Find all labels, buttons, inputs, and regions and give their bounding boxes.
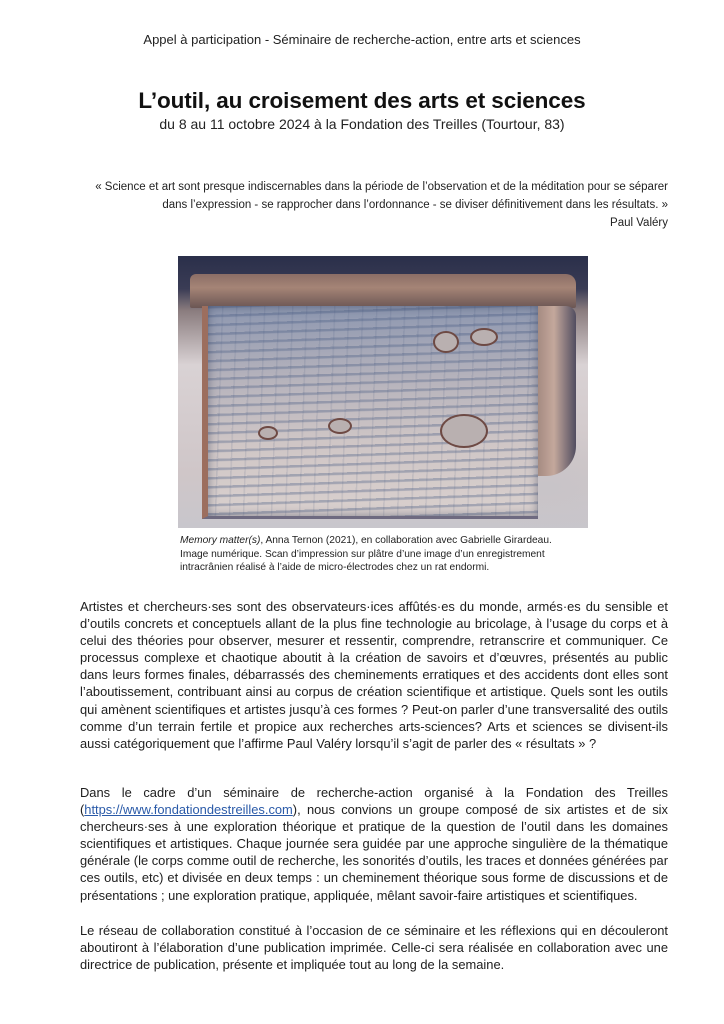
page-title: L’outil, au croisement des arts et sciences: [138, 88, 586, 113]
caption-line-3: intracrânien réalisé à l’aide de micro-électrodes chez un rat endormi.: [180, 562, 490, 573]
body-paragraph-3: Le réseau de collaboration constitué à l’occasion de ce séminaire et les réflexions qui en découleront aboutiront à l’élaboration d’une publication imprimée. Celle-ci sera réalisée en collaboration avec une directrice de publication, présente et impliquée tout au long de la semaine.: [80, 923, 668, 973]
texture-spot: [440, 414, 488, 448]
epigraph-quote: [28, 178, 668, 232]
texture-spot: [258, 426, 278, 440]
caption-line-2: Image numérique. Scan d’impression sur plâtre d’une image d’un enregistrement: [180, 548, 545, 560]
header-line: Appel à participation - Séminaire de recherche-action, entre arts et sciences: [143, 32, 581, 47]
artwork-image: [178, 256, 588, 528]
texture-spot: [470, 328, 498, 346]
paragraph-2-intro: Dans le cadre d’un séminaire de recherche-action organisé à la Fondation des Treilles (: [80, 785, 668, 818]
texture-spot: [328, 418, 352, 434]
artwork-title: Memory matter(s): [180, 535, 261, 546]
figure-caption: [180, 534, 600, 575]
quote-author: Paul Valéry: [610, 217, 668, 229]
quote-line-2: dans l’expression - se rapprocher dans l’ordonnance - se diviser définitivement dans les résultats. »: [162, 199, 668, 211]
plaster-block-top: [190, 274, 576, 308]
paragraph-2-rest: ), nous convions un groupe composé de six artistes et de six chercheurs·ses à une exploration théorique et pratique de la question de l’outil dans les domaines scientifiques et artistiques. Chaque journée sera guidée par une approche singulière de la thématique générale (le corps comme outil de recherche, les sonorités d’outils, les traces et données générées par ces outils, etc) et divisée en deux temps : un cheminement théorique sous forme de discussions et de présentations ; une exploration pratique, appliquée, mêlant savoir-faire artistiques et scientifiques.: [80, 802, 668, 903]
event-dates: du 8 au 11 octobre 2024 à la Fondation des Treilles (Tourtour, 83): [159, 116, 565, 132]
plaster-block-side: [532, 306, 576, 476]
quote-line-1: « Science et art sont presque indiscernables dans la période de l’observation et de la méditation pour se séparer: [95, 181, 668, 193]
body-paragraph-1: Artistes et chercheurs·ses sont des observateurs·ices affûtés·es du monde, armés·es du sensible et d’outils concrets et conceptuels allant de la plus fine technologie au bricolage, à l’usage du corps et à celui des théories pour observer, mesurer et ressentir, comprendre, retranscrire et communiquer. Ce processus complexe et chaotique aboutit à la création de savoirs et d’œuvres, présentés au public dans leurs formes finales, débarrassés des cheminements erratiques et des accidents dont elles sont l’aboutissement, contribuant ainsi au corpus de création scientifique et artistique. Quels sont les outils qui amènent scientifiques et artistes jusqu’à ces formes ? Peut-on parler d’une transversalité des outils comme d’un terrain fertile et propice aux recherches arts-sciences? Arts et sciences se divisent-ils aussi catégoriquement que l’affirme Paul Valéry lorsqu’il s’agit de parler des « résultats » ?: [80, 599, 668, 751]
caption-line-1: [180, 534, 600, 548]
plaster-block-face: [202, 306, 538, 519]
body-paragraph-2: [80, 784, 668, 904]
fondation-link[interactable]: https://www.fondationdestreilles.com: [84, 802, 293, 818]
texture-spot: [433, 331, 459, 353]
caption-credits: , Anna Ternon (2021), en collaboration avec Gabrielle Girardeau.: [260, 535, 552, 546]
